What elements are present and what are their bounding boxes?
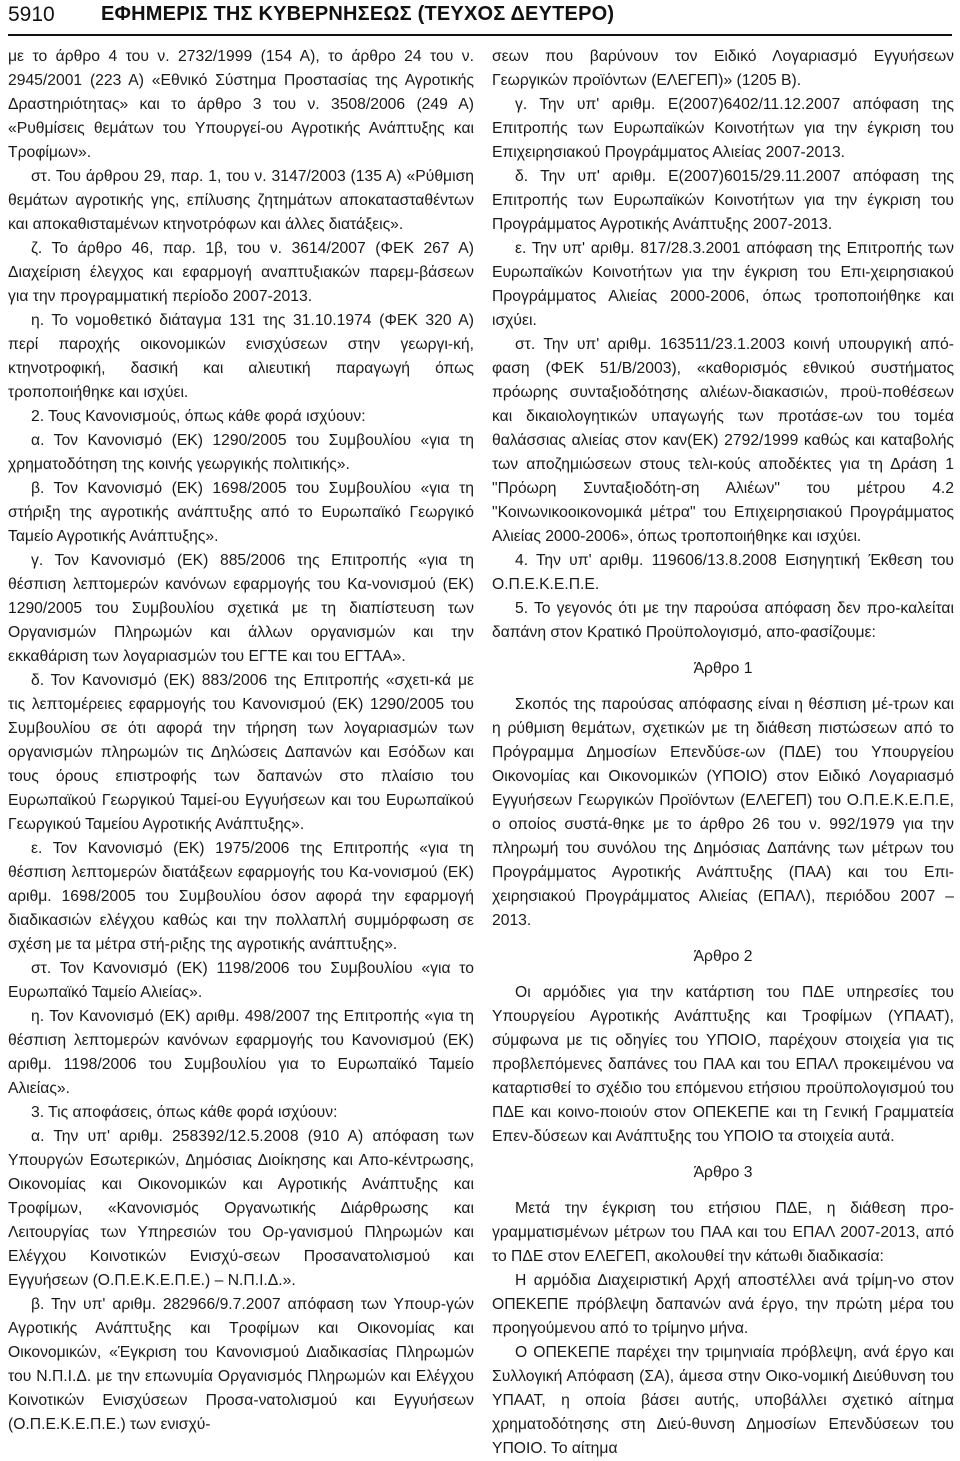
article-title: Άρθρο 2 xyxy=(693,948,753,965)
paragraph: η. Τον Κανονισμό (ΕΚ) αριθμ. 498/2007 της Επιτροπής «για τη θέσπιση λεπτομερών κανόνων εφαρμογής του Κανονισμού (ΕΚ) αριθμ. 1198/2006 του Συμβουλίου για το Ευρωπαϊκό Ταμείο Αλιείας». xyxy=(8,1008,474,1097)
paragraph: β. Τον Κανονισμό (ΕΚ) 1698/2005 του Συμβουλίου «για τη στήριξη της αγροτικής ανάπτυξης από το Ευρωπαϊκό Γεωργικό Ταμείο Αγροτικής Ανάπτυξης». xyxy=(8,480,474,545)
paragraph: Μετά την έγκριση του ετήσιου ΠΔΕ, η διάθεση προ-γραμματισμένων μέτρων του ΠΑΑ και του ΕΠΑΛ 2007-2013, από το ΠΔΕ στον ΕΛΕΓΕΠ, ακολουθεί την κάτωθι διαδικασία: xyxy=(492,1200,954,1265)
paragraph: στ. Του άρθρου 29, παρ. 1, του ν. 3147/2003 (135 Α) «Ρύθμιση θεμάτων αγροτικής γης, επίλυσης ζητημάτων αποκατασταθέντων και αποκαθισταμένων κτηνοτρόφων και άλλες διατάξεις». xyxy=(8,168,474,233)
paragraph: β. Την υπ' αριθμ. 282966/9.7.2007 απόφαση των Υπουρ-γών Αγροτικής Ανάπτυξης και Τροφίμων και Οικονομίας και Οικονομικών, «Έγκριση του Κανονισμού Διαδικασίας Πληρωμών του Ν.Π.Ι.Δ. με την επωνυμία Οργανισμός Πληρωμών και Ελέγχου Κοινοτικών Ενισχύσεων Προσα-νατολισμού και Εγγυήσεων (Ο.Π.Ε.Κ.Ε.Π.Ε.) των ενισχύ- xyxy=(8,1296,474,1433)
paragraph: 2. Τους Κανονισμούς, όπως κάθε φορά ισχύουν: xyxy=(31,408,366,425)
paragraph: 4. Την υπ' αριθμ. 119606/13.8.2008 Εισηγητική Έκθεση του Ο.Π.Ε.Κ.Ε.Π.Ε. xyxy=(492,552,954,593)
paragraph: Σκοπός της παρούσας απόφασης είναι η θέσπιση μέ-τρων και η ρύθμιση θεμάτων, σχετικών με τη διάθεση πιστώσεων από το Πρόγραμμα Δημοσίων Επενδύσε-ων (ΠΔΕ) του Υπουργείου Οικονομίας και Οικονομικών (ΥΠΟΙΟ) στον Ειδικό Λογαριασμό Εγγυήσεων Γεωργικών Προϊόντων (ΕΛΕΓΕΠ) του Ο.Π.Ε.Κ.Ε.Π.Ε, ο οποίος συστά-θηκε με το άρθρο 26 του ν. 992/1979 για την πληρωμή του συνόλου της Δημόσιας Δαπάνης των μέτρων του Προγράμματος Αγροτικής Ανάπτυξης (ΠΑΑ) και του Επι-χειρησιακού Προγράμματος Αλιείας (ΕΠΑΛ), περιόδου 2007 – 2013. xyxy=(492,696,954,929)
paragraph: Οι αρμόδιες για την κατάρτιση του ΠΔΕ υπηρεσίες του Υπουργείου Αγροτικής Ανάπτυξης και Τροφίμων (ΥΠΑΑΤ), σύμφωνα με τις οδηγίες του ΥΠΟΙΟ, παρέχουν στοιχεία για τις προβλεπόμενες δαπάνες του ΠΑΑ και του ΕΠΑΛ προκειμένου να καταρτισθεί το σχέδιο του επόμενου ετήσιου προϋπολογισμού του ΠΔΕ και κοινο-ποιούν στον ΟΠΕΚΕΠΕ και τη Γενική Γραμματεία Επεν-δύσεων και Ανάπτυξης του ΥΠΟΙΟ τα στοιχεία αυτά. xyxy=(492,984,954,1145)
paragraph: γ. Την υπ' αριθμ. Ε(2007)6402/11.12.2007 απόφαση της Επιτροπής των Ευρωπαϊκών Κοινοτήτων για την έγκριση του Επιχειρησιακού Προγράμματος Αλιείας 2007-2013. xyxy=(492,96,954,161)
article-title: Άρθρο 3 xyxy=(693,1164,753,1181)
paragraph: ε. Τον Κανονισμό (ΕΚ) 1975/2006 της Επιτροπής «για τη θέσπιση λεπτομερών διατάξεων εφαρμογής του Κα-νονισμού (ΕΚ) αριθμ. 1698/2005 του Συμβουλίου όσον αφορά την εφαρμογή διαδικασιών ελέγχου καθώς και την πολλαπλή συμμόρφωση σε σχέση με τα μέτρα στή-ριξης της αγροτικής ανάπτυξης». xyxy=(8,840,474,953)
paragraph: Η αρμόδια Διαχειριστική Αρχή αποστέλλει ανά τρίμη-νο στον ΟΠΕΚΕΠΕ πρόβλεψη δαπανών ανά έργο, την πρώτη μέρα του προηγούμενου από το τρίμηνο μήνα. xyxy=(492,1272,954,1337)
paragraph: στ. Τον Κανονισμό (ΕΚ) 1198/2006 του Συμβουλίου «για το Ευρωπαϊκό Ταμείο Αλιείας». xyxy=(8,960,474,1001)
paragraph: στ. Την υπ' αριθμ. 163511/23.1.2003 κοινή υπουργική από-φαση (ΦΕΚ 51/Β/2003), «καθορισμός εθνικού συστήματος πρόωρης συνταξιοδότησης αλιέων-διακασιών, προϋ-ποθέσεων και δικαιολογητικών υπαγωγής των προτάσε-ων του τομέα θαλάσσιας αλιείας στον καν(ΕΚ) 2792/1999 καθώς και καταβολής των αποζημιώσεων στους τελι-κούς αποδέκτες για τη Δράση 1 "Πρόωρη Συνταξιοδότη-ση Αλιέων" του μέτρου 4.2 "Κοινωνικοοικονομικά μέτρα" του Επιχειρησιακού Προγράμματος Αλιείας 2000-2006», όπως τροποποιήθηκε και ισχύει. xyxy=(492,336,954,545)
paragraph: 5. Το γεγονός ότι με την παρούσα απόφαση δεν προ-καλείται δαπάνη στον Κρατικό Προϋπολογισμό, απο-φασίζουμε: xyxy=(492,600,954,641)
article-title: Άρθρο 1 xyxy=(693,660,753,677)
paragraph: Ο ΟΠΕΚΕΠΕ παρέχει την τριμηνιαία πρόβλεψη, ανά έργο και Συλλογική Απόφαση (ΣΑ), άμεσα στην Οικο-νομική Διεύθυνση του ΥΠΑΑΤ, η οποία βάσει αυτής, υποβάλλει σχετικό αίτημα χρηματοδότησης στη Διεύ-θυνση Δημοσίων Επενδύσεων του ΥΠΟΙΟ. Το αίτημα xyxy=(492,1344,954,1457)
paragraph: α. Τον Κανονισμό (ΕΚ) 1290/2005 του Συμβουλίου «για τη χρηματοδότηση της κοινής γεωργικής πολιτικής». xyxy=(8,432,474,473)
right-column xyxy=(492,45,954,1461)
paragraph: ε. Την υπ' αριθμ. 817/28.3.2001 απόφαση της Επιτροπής των Ευρωπαϊκών Κοινοτήτων για την έγκριση του Επι-χειρησιακού Προγράμματος Αλιείας 2000-2006, όπως τροποποιήθηκε και ισχύει. xyxy=(492,240,954,329)
paragraph: 3. Τις αποφάσεις, όπως κάθε φορά ισχύουν: xyxy=(31,1104,338,1121)
paragraph: γ. Τον Κανονισμό (ΕΚ) 885/2006 της Επιτροπής «για τη θέσπιση λεπτομερών κανόνων εφαρμογής του Κα-νονισμού (ΕΚ) 1290/2005 του Συμβουλίου σχετικά με τη διαπίστευση των Οργανισμών Πληρωμών και άλλων οργανισμών και την εκκαθάριση των λογαριασμών του ΕΓΤΕ και του ΕΓΤΑΑ». xyxy=(8,552,474,665)
paragraph: ζ. Το άρθρο 46, παρ. 1β, του ν. 3614/2007 (ΦΕΚ 267 Α) Διαχείριση έλεγχος και εφαρμογή αναπτυξιακών παρεμ-βάσεων για την προγραμματική περίοδο 2007-2013. xyxy=(8,240,474,305)
paragraph: δ. Την υπ' αριθμ. Ε(2007)6015/29.11.2007 απόφαση της Επιτροπής των Ευρωπαϊκών Κοινοτήτων για την έγκριση του Προγράμματος Αγροτικής Ανάπτυξης 2007-2013. xyxy=(492,168,954,233)
gazette-title: ΕΦΗΜΕΡΙΣ ΤΗΣ ΚΥΒΕΡΝΗΣΕΩΣ (ΤΕΥΧΟΣ ΔΕΥΤΕΡΟ) xyxy=(101,3,615,25)
paragraph: δ. Τον Κανονισμό (ΕΚ) 883/2006 της Επιτροπής «σχετι-κά με τις λεπτομέρειες εφαρμογής του Κανονισμού (ΕΚ) 1290/2005 του Συμβουλίου σε ότι αφορά την τήρηση των λογαριασμών των οργανισμών πληρωμών τις Δηλώσεις Δαπανών και Εσόδων και τους όρους επιστροφής των δαπανών στο πλαίσιο του Ευρωπαϊκού Γεωργικού Ταμεί-ου Εγγυήσεων και του Ευρωπαϊκού Γεωργικού Ταμείου Αγροτικής Ανάπτυξης». xyxy=(8,672,474,833)
paragraph: σεων που βαρύνουν τον Ειδικό Λογαριασμό Εγγυήσεων Γεωργικών προϊόντων (ΕΛΕΓΕΠ)» (1205 Β). xyxy=(492,48,954,89)
page-number: 5910 xyxy=(8,3,55,26)
paragraph: η. Το νομοθετικό διάταγμα 131 της 31.10.1974 (ΦΕΚ 320 Α) περί παροχής οικονομικών ενισχύσεων στην γεωργι-κή, κτηνοτροφική, δασική και αλιευτική παραγωγή όπως τροποποιήθηκε και ισχύει. xyxy=(8,312,474,401)
left-column xyxy=(8,45,474,1437)
page-header xyxy=(8,0,952,36)
paragraph: με το άρθρο 4 του ν. 2732/1999 (154 Α), το άρθρο 24 του ν. 2945/2001 (223 Α) «Εθνικό Σύστημα Προστασίας της Αγροτικής Δραστηριότητας» και το άρθρο 3 του ν. 3508/2006 (249 Α) «Ρυθμίσεις θεμάτων του Υπουργεί-ου Αγροτικής Ανάπτυξης και Τροφίμων». xyxy=(8,48,474,161)
paragraph: α. Την υπ' αριθμ. 258392/12.5.2008 (910 Α) απόφαση των Υπουργών Εσωτερικών, Δημόσιας Διοίκησης και Απο-κέντρωσης, Οικονομίας και Οικονομικών και Αγροτικής Ανάπτυξης και Τροφίμων, «Κανονισμός Οργανωτικής Διάρθρωσης και Λειτουργίας των Υπηρεσιών του Ορ-γανισμού Πληρωμών και Ελέγχου Κοινοτικών Ενισχύ-σεων Προσανατολισμού και Εγγυήσεων (Ο.Π.Ε.Κ.Ε.Π.Ε.) – Ν.Π.Ι.Δ.». xyxy=(8,1128,474,1289)
